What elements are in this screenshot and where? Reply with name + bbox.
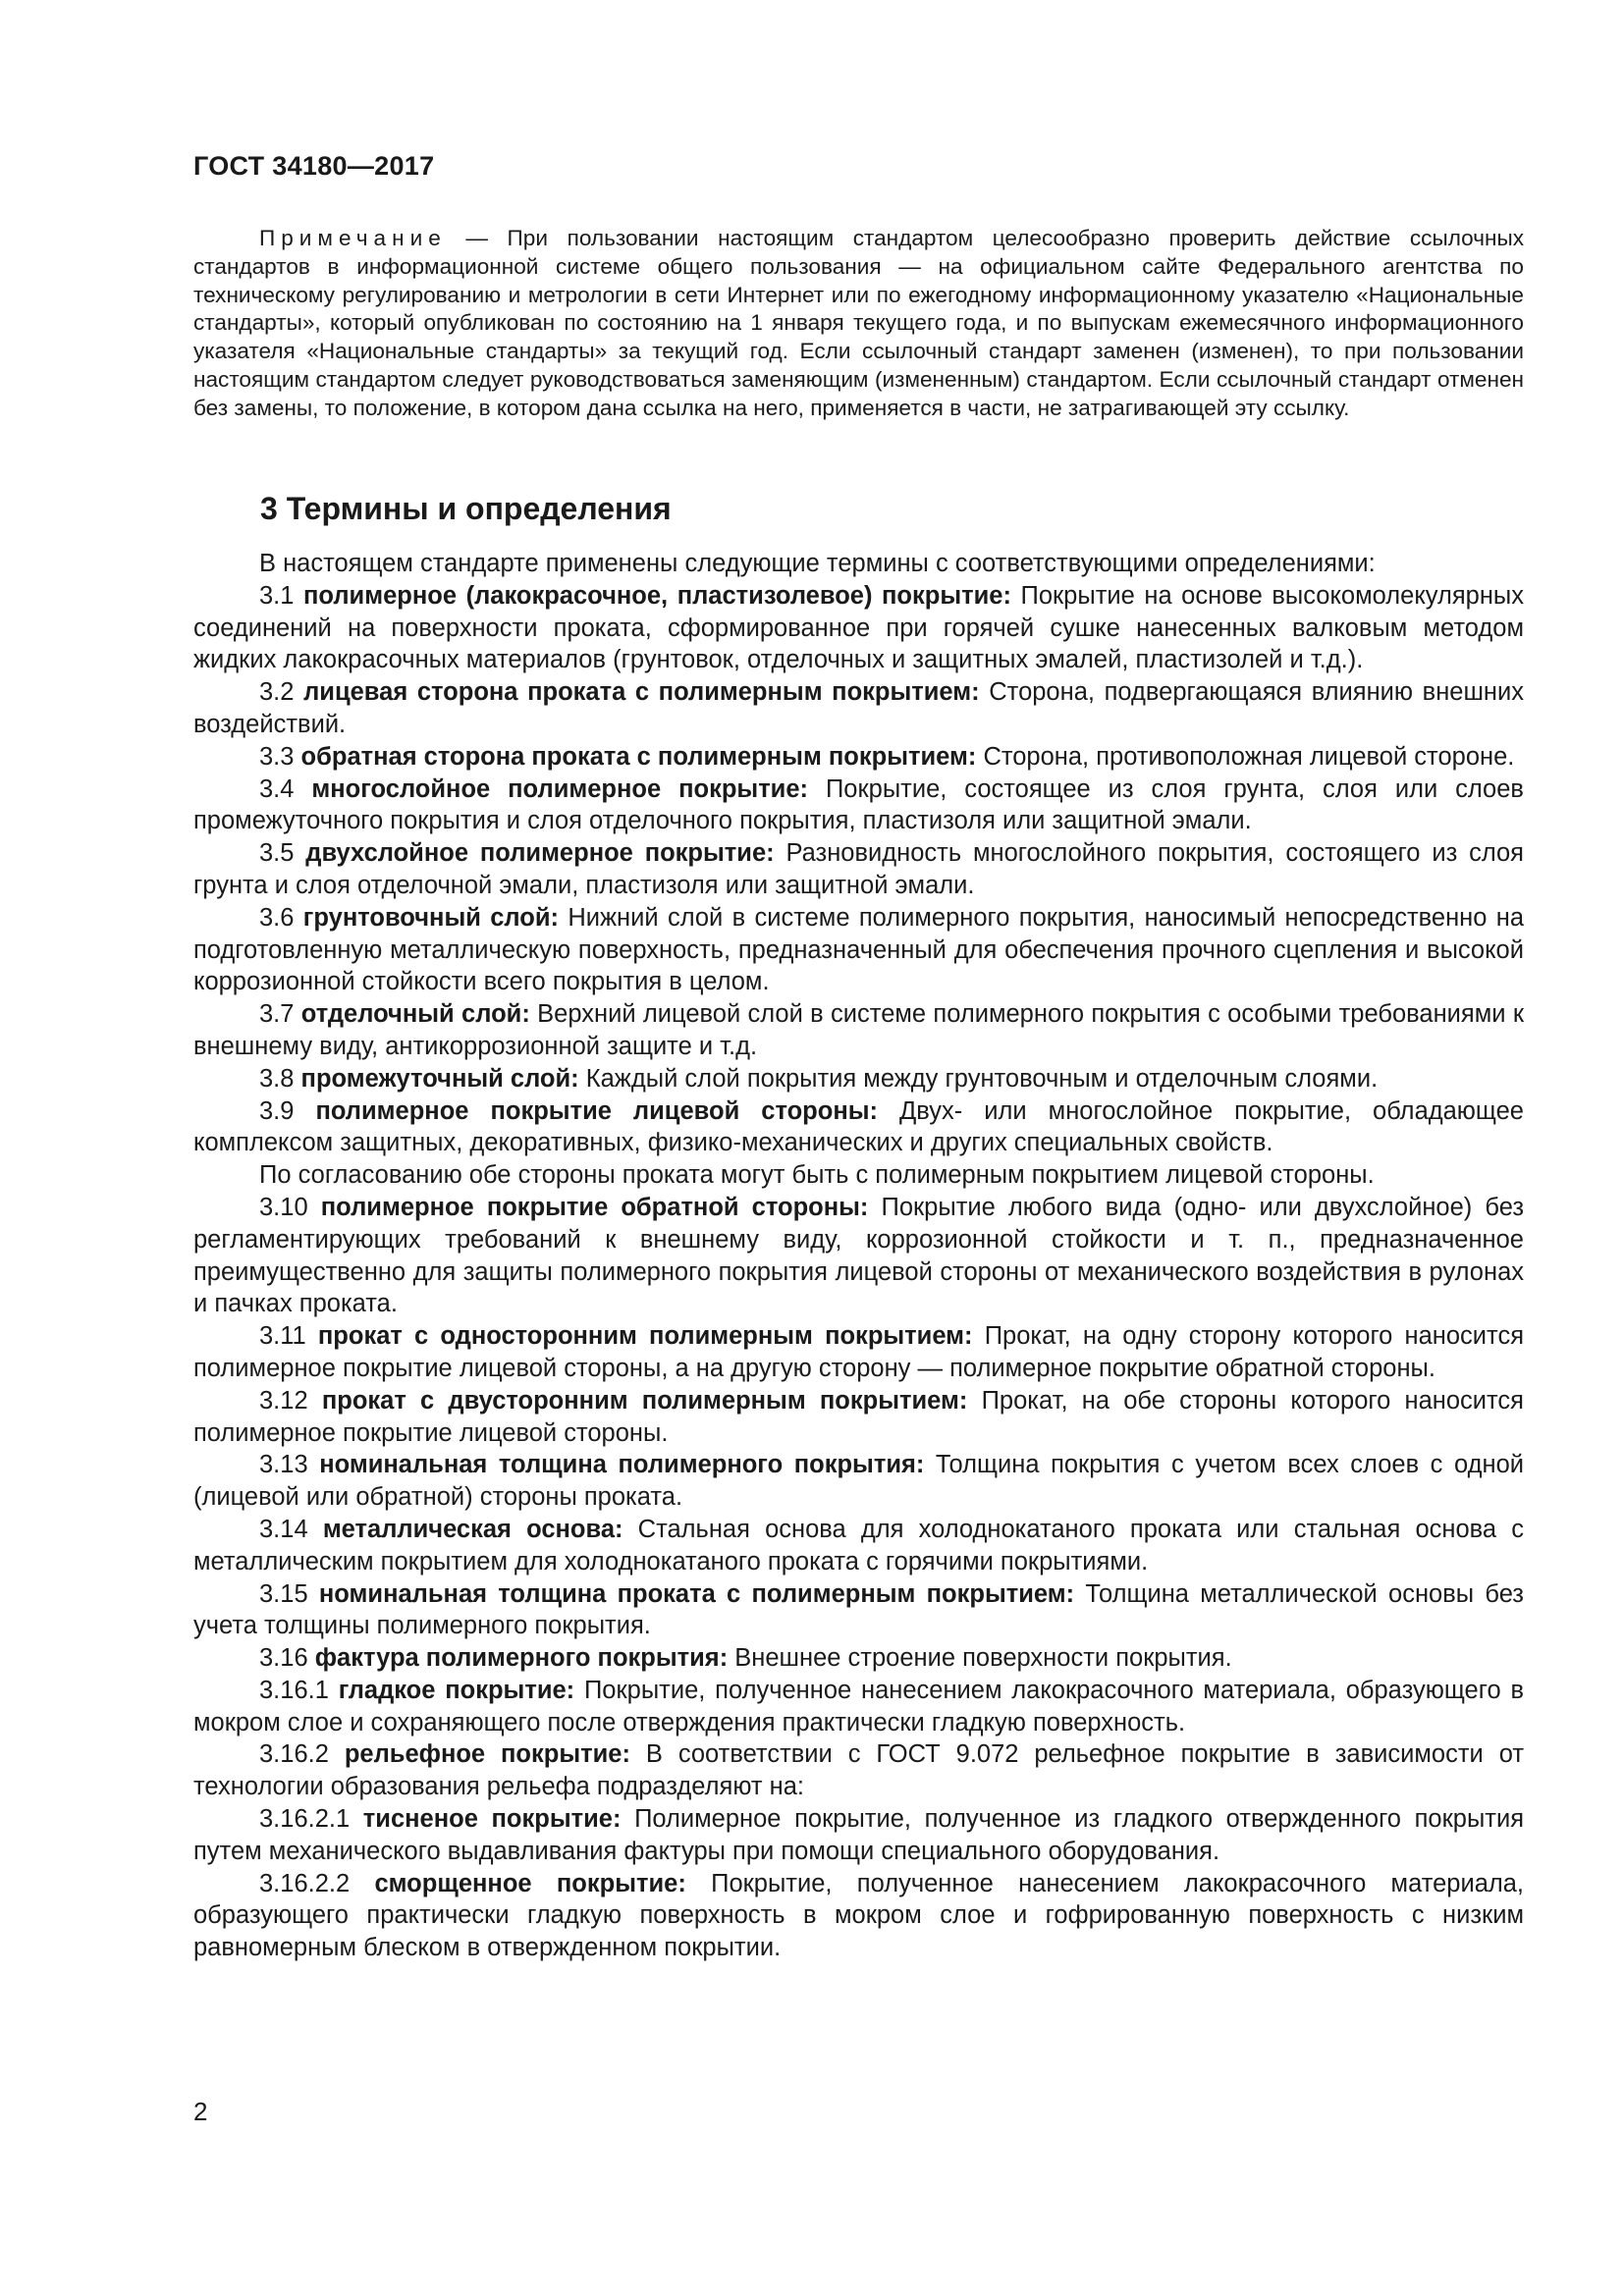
term-3-9 [193, 1095, 1524, 1160]
term-name: многослойное полимерное покрытие: [311, 774, 809, 803]
term-number: 3.2 [259, 678, 304, 707]
term-name: рельефное покрытие: [344, 1740, 630, 1769]
term-definition: Покрытие, состоящее из слоя грунта, слоя или слоев промежуточного покрытия и слоя отделочного покрытия, пластизоля или защитной эмали. [193, 774, 1524, 835]
term-name: тисненое покрытие: [362, 1805, 622, 1834]
term-3-10 [193, 1192, 1524, 1320]
note-paragraph [193, 225, 1524, 423]
note-label: Примечание [259, 226, 447, 250]
term-definition: По согласованию обе стороны проката могут быть с полимерным покрытием лицевой стороны. [259, 1161, 1375, 1190]
document-code-header: ГОСТ 34180—2017 [193, 151, 435, 181]
term-definition: Толщина покрытия с учетом всех слоев с одной (лицевой или обратной) стороны проката. [193, 1451, 1524, 1512]
term-number: 3.4 [259, 774, 312, 803]
term-name: полимерное (лакокрасочное, пластизолевое) покрытие: [303, 581, 1011, 610]
term-number: 3.6 [259, 903, 303, 932]
term-3-12 [193, 1385, 1524, 1450]
term-definition: Разновидность многослойного покрытия, состоящего из слоя грунта и слоя отделочной эмали, пластизоля или защитной эмали. [193, 839, 1524, 899]
term-name: гладкое покрытие: [338, 1676, 575, 1704]
terms-intro: В настоящем стандарте применены следующие термины с соответствующими определениями: [259, 550, 1376, 577]
term-definition: Покрытие, полученное нанесением лакокрасочного материала, образующего практически гладкую поверхность в мокром слое и гофрированную поверхность с низким равномерным блеском в отвержденном покрытии. [193, 1869, 1525, 1962]
term-number: 3.16 [259, 1644, 315, 1673]
term-name: грунтовочный слой: [302, 903, 560, 932]
term-definition: Внешнее строение поверхности покрытия. [728, 1644, 1232, 1673]
term-3-16-1 [193, 1675, 1524, 1739]
term-3-2 [193, 676, 1524, 741]
term-name: номинальная толщина проката с полимерным покрытием: [318, 1579, 1075, 1608]
term-number: 3.7 [259, 1000, 301, 1029]
term-definition: Нижний слой в системе полимерного покрытия, наносимый непосредственно на подготовленную металлическую поверхность, предназначенный для обеспечения прочного сцепления и высокой коррозионной стойкости всего покрытия в целом. [193, 903, 1524, 996]
term-number: 3.8 [259, 1064, 301, 1093]
term-3-3 [193, 741, 1524, 774]
term-number: 3.14 [259, 1515, 323, 1543]
term-number: 3.12 [259, 1386, 322, 1415]
term-name: полимерное покрытие лицевой стороны: [315, 1096, 879, 1125]
term-name: прокат с двусторонним полимерным покрытием: [321, 1386, 968, 1415]
term-name: лицевая сторона проката с полимерным покрытием: [303, 678, 980, 707]
note-text: — При пользовании настоящим стандартом целесообразно проверить действие ссылочных стандартов в информационной системе общего пользования — на официальном сайте Федерального агентства по техническому регулированию и метрологии в сети Интернет или по ежегодному информационному указателю «Национальные стандарты», который опубликован по состоянию на 1 января текущего года, и по выпускам ежемесячного информационного указателя «Национальные стандарты» за текущий год. Если ссылочный стандарт заменен (изменен), то при пользовании настоящим стандартом следует руководствоваться заменяющим (измененным) стандартом. Если ссылочный стандарт отменен без замены, то положение, в котором дана ссылка на него, применяется в части, не затрагивающей эту ссылку. [193, 226, 1524, 420]
term-3-14 [193, 1514, 1524, 1578]
term-name: сморщенное покрытие: [374, 1869, 686, 1897]
page-number: 2 [193, 2097, 208, 2126]
term-name: прокат с односторонним полимерным покрытием: [317, 1322, 973, 1351]
term-3-16-2 [193, 1738, 1524, 1803]
term-number: 3.16.2.1 [259, 1805, 363, 1834]
term-3-5 [193, 837, 1524, 902]
term-number: 3.11 [259, 1322, 318, 1351]
term-3-16-2-1 [193, 1803, 1524, 1868]
term-number: 3.5 [259, 839, 306, 868]
term-definition: Прокат, на обе стороны которого наносится полимерное покрытие лицевой стороны. [193, 1386, 1524, 1447]
term-definition: Двух- или многослойное покрытие, обладающее комплексом защитных, декоративных, физико-механических и других специальных свойств. [193, 1096, 1524, 1157]
term-number: 3.16.2.2 [259, 1869, 375, 1897]
term-definition: Сторона, противоположная лицевой стороне. [976, 742, 1515, 771]
term-name: фактура полимерного покрытия: [314, 1644, 729, 1673]
term-3-9-note [193, 1159, 1524, 1192]
term-name: металлическая основа: [322, 1515, 623, 1543]
term-definition: Прокат, на одну сторону которого наносится полимерное покрытие лицевой стороны, а на другую сторону — полимерное покрытие обратной стороны. [193, 1322, 1524, 1382]
term-3-13 [193, 1449, 1524, 1514]
term-3-7 [193, 998, 1524, 1063]
term-number: 3.1 [259, 581, 304, 610]
term-number: 3.15 [259, 1579, 319, 1608]
term-3-16 [193, 1642, 1524, 1675]
term-name: обратная сторона проката с полимерным покрытием: [300, 742, 977, 771]
term-number: 3.10 [259, 1193, 321, 1221]
term-3-4 [193, 774, 1524, 838]
term-definition: Покрытие, полученное нанесением лакокрасочного материала, образующего в мокром слое и сохраняющего после отверждения практически гладкую поверхность. [193, 1676, 1524, 1736]
term-definition: Толщина металлической основы без учета толщины полимерного покрытия. [193, 1579, 1525, 1640]
term-3-16-2-2 [193, 1868, 1524, 1964]
term-number: 3.3 [259, 742, 301, 771]
terms-list [193, 548, 1524, 1964]
term-definition: Верхний лицевой слой в системе полимерного покрытия с особыми требованиями к внешнему виду, антикоррозионной защите и т.д. [193, 1000, 1524, 1060]
term-3-11 [193, 1320, 1524, 1385]
term-definition: Покрытие любого вида (одно- или двухслойное) без регламентирующих требований к внешнему виду, коррозионной стойкости и т. п., предназначенное преимущественно для защиты полимерного покрытия лицевой стороны от механического воздействия в рулонах и пачках проката. [193, 1193, 1525, 1318]
term-name: отделочный слой: [300, 1000, 530, 1029]
term-name: промежуточный слой: [300, 1064, 579, 1093]
term-3-8 [193, 1063, 1524, 1095]
term-definition: Полимерное покрытие, полученное из гладкого отвержденного покрытия путем механического выдавливания фактуры при помощи специального оборудования. [193, 1805, 1525, 1865]
term-name: номинальная толщина полимерного покрытия: [319, 1451, 925, 1479]
term-3-1 [193, 580, 1524, 676]
term-3-15 [193, 1578, 1524, 1643]
section-title: 3 Термины и определения [260, 491, 672, 526]
term-definition: Каждый слой покрытия между грунтовочным и отделочным слоями. [578, 1064, 1379, 1093]
term-number: 3.16.1 [259, 1676, 339, 1704]
term-number: 3.9 [259, 1096, 316, 1125]
term-definition: Стальная основа для холоднокатаного проката или стальная основа с металлическим покрытием для холоднокатаного проката с горячими покрытиями. [193, 1515, 1525, 1575]
term-3-6 [193, 902, 1524, 998]
term-name: двухслойное полимерное покрытие: [305, 839, 775, 868]
term-name: полимерное покрытие обратной стороны: [320, 1193, 869, 1221]
term-number: 3.13 [259, 1451, 320, 1479]
term-definition: В соответствии с ГОСТ 9.072 рельефное покрытие в зависимости от технологии образования рельефа подразделяют на: [193, 1740, 1524, 1801]
term-definition: Сторона, подвергающаяся влиянию внешних воздействий. [193, 678, 1525, 738]
term-number: 3.16.2 [259, 1740, 345, 1769]
term-definition: Покрытие на основе высокомолекулярных соединений на поверхности проката, сформированное при горячей сушке нанесенных валковым методом жидких лакокрасочных материалов (грунтовок, отделочных и защитных эмалей, пластизолей и т.д.). [193, 581, 1524, 674]
